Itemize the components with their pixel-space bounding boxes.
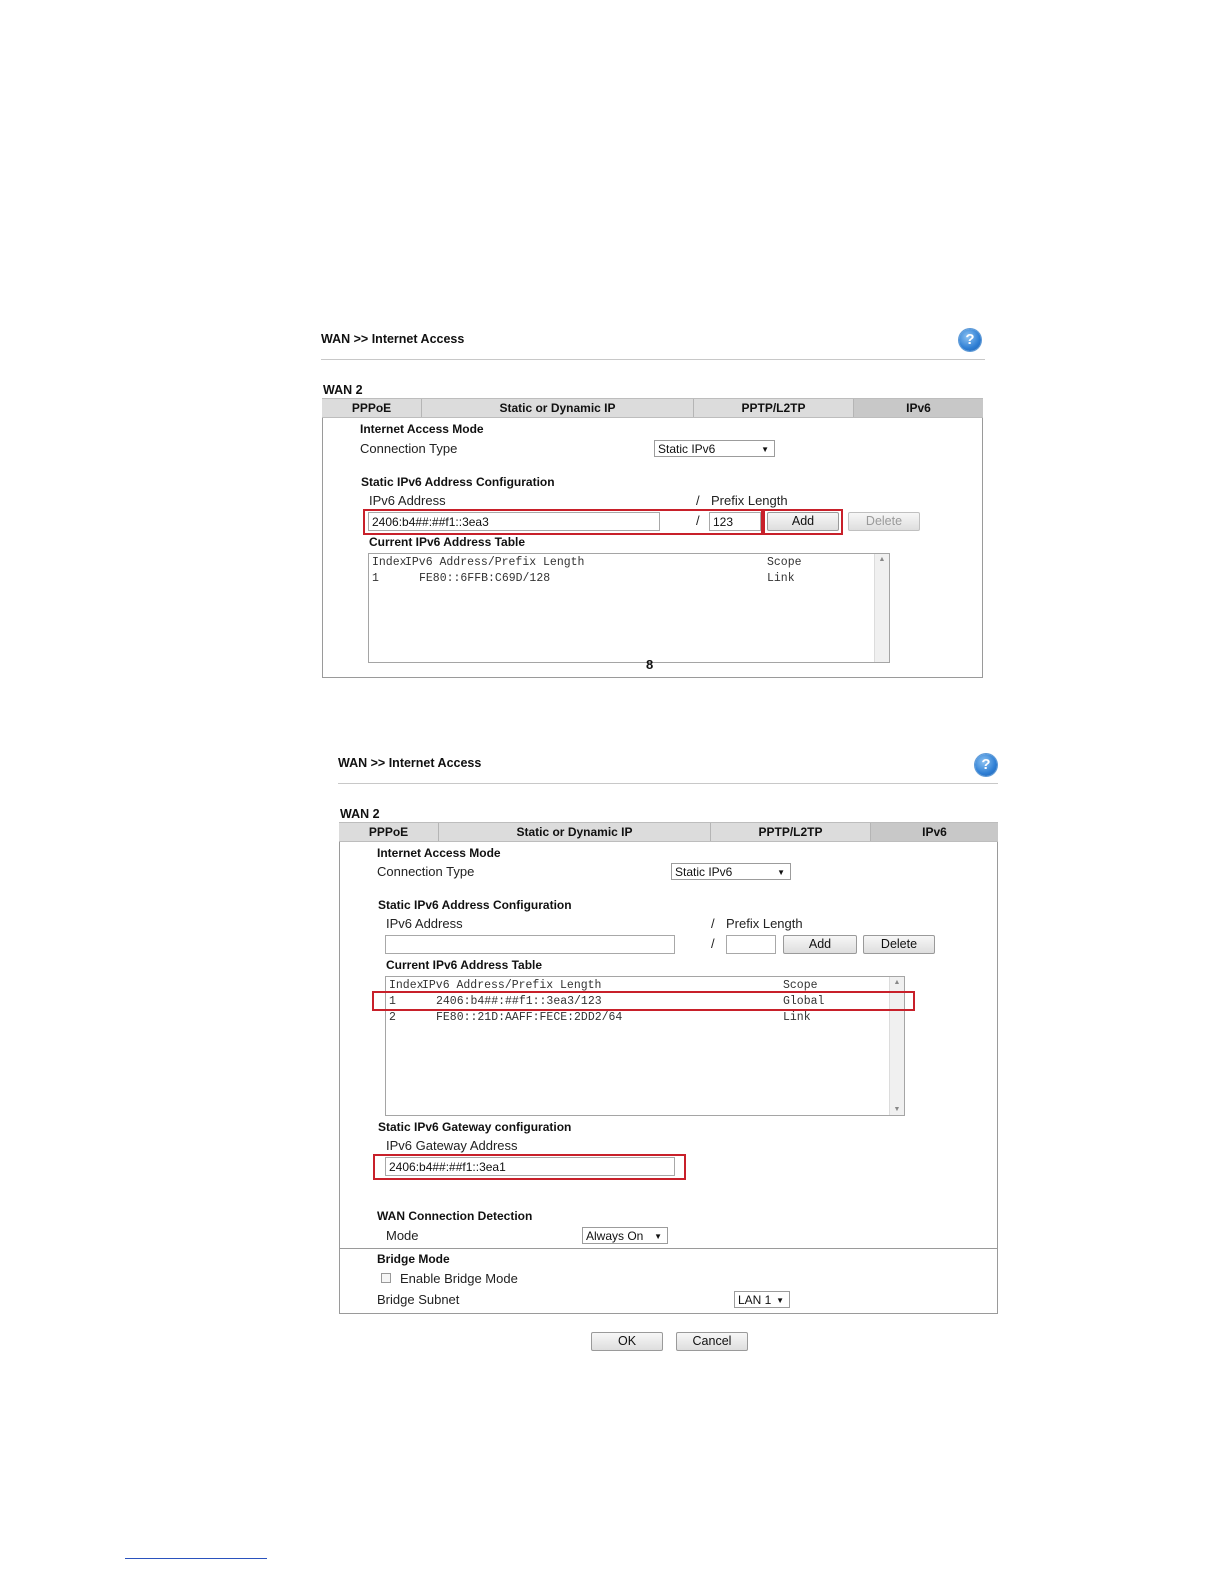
add-button[interactable]: Add <box>783 935 857 954</box>
highlight-global-row <box>372 991 915 1011</box>
cancel-button[interactable]: Cancel <box>676 1332 748 1351</box>
tab-bar <box>322 398 983 418</box>
mode-label: Mode <box>386 1228 419 1243</box>
table-header-scope: Scope <box>767 556 802 569</box>
highlight-add-button <box>763 509 843 535</box>
header-divider <box>321 359 985 360</box>
bridge-subnet-label: Bridge Subnet <box>377 1292 460 1307</box>
connection-type-select[interactable] <box>654 440 775 457</box>
gateway-config-title: Static IPv6 Gateway configuration <box>378 1120 572 1134</box>
slash-label-2: / <box>711 936 715 951</box>
add-button[interactable]: Add <box>767 512 839 531</box>
table-row-1-address: FE80::6FFB:C69D/128 <box>419 572 551 585</box>
delete-button[interactable]: Delete <box>848 512 920 531</box>
connection-type-label: Connection Type <box>360 441 458 456</box>
screenshot-2 <box>335 746 1007 1366</box>
highlight-gateway-input <box>373 1154 686 1180</box>
mode-value: Always On <box>586 1229 644 1243</box>
tab-pppoe[interactable]: PPPoE <box>339 823 439 841</box>
wan-label: WAN 2 <box>340 807 380 821</box>
prefix-length-label: Prefix Length <box>711 493 788 508</box>
table-header-address: IPv6 Address/Prefix Length <box>405 556 585 569</box>
highlight-ipv6-input <box>363 509 763 535</box>
tab-static-dynamic-ip[interactable]: Static or Dynamic IP <box>439 823 711 841</box>
page-number: 8 <box>646 657 654 672</box>
gateway-address-input[interactable]: 2406:b4##:##f1::3ea1 <box>385 1157 675 1176</box>
table-header-address: IPv6 Address/Prefix Length <box>422 979 602 992</box>
bridge-divider <box>339 1248 998 1249</box>
connection-type-label: Connection Type <box>377 864 475 879</box>
chevron-down-icon: ▼ <box>777 868 785 877</box>
scroll-up-icon[interactable]: ▲ <box>893 979 901 986</box>
chevron-down-icon: ▼ <box>654 1232 662 1241</box>
bridge-mode-title: Bridge Mode <box>377 1252 450 1266</box>
connection-type-value: Static IPv6 <box>675 865 733 879</box>
table-row-1-address: 2406:b4##:##f1::3ea3/123 <box>436 995 602 1008</box>
breadcrumb: WAN >> Internet Access <box>338 756 482 770</box>
table-header-index: Index <box>389 979 424 992</box>
screenshot-1 <box>318 322 990 652</box>
ipv6-address-label: IPv6 Address <box>386 916 463 931</box>
static-config-title: Static IPv6 Address Configuration <box>378 898 572 912</box>
wan-detection-title: WAN Connection Detection <box>377 1209 533 1223</box>
connection-type-value: Static IPv6 <box>658 442 716 456</box>
table-row-2-index: 2 <box>389 1011 396 1024</box>
header-divider <box>338 783 998 784</box>
table-row-1-scope: Global <box>783 995 825 1008</box>
internet-access-mode-title: Internet Access Mode <box>377 846 501 860</box>
scroll-up-icon[interactable]: ▲ <box>878 556 886 563</box>
chevron-down-icon: ▼ <box>776 1296 784 1305</box>
ok-button[interactable]: OK <box>591 1332 663 1351</box>
table-row-1-index: 1 <box>389 995 396 1008</box>
scroll-down-icon[interactable]: ▼ <box>893 1106 901 1113</box>
mode-select[interactable] <box>582 1227 668 1244</box>
bridge-subnet-select[interactable] <box>734 1291 790 1308</box>
address-table-title: Current IPv6 Address Table <box>369 535 526 549</box>
table-header-scope: Scope <box>783 979 818 992</box>
table-scrollbar[interactable] <box>874 554 889 662</box>
chevron-down-icon: ▼ <box>761 445 769 454</box>
bridge-subnet-value: LAN 1 <box>738 1293 772 1307</box>
tab-ipv6[interactable]: IPv6 <box>854 399 983 417</box>
delete-button[interactable]: Delete <box>863 935 935 954</box>
enable-bridge-checkbox[interactable] <box>381 1273 391 1283</box>
static-config-title: Static IPv6 Address Configuration <box>361 475 555 489</box>
footnote-rule <box>125 1558 267 1559</box>
ipv6-address-label: IPv6 Address <box>369 493 446 508</box>
table-row-1-index: 1 <box>372 572 379 585</box>
tab-pptp-l2tp[interactable]: PPTP/L2TP <box>711 823 871 841</box>
tab-ipv6[interactable]: IPv6 <box>871 823 998 841</box>
slash-label: / <box>711 916 715 931</box>
ipv6-address-input[interactable]: 2406:b4##:##f1::3ea3 <box>368 512 660 531</box>
help-icon[interactable]: ? <box>975 754 997 776</box>
tab-bar <box>339 822 998 842</box>
internet-access-mode-title: Internet Access Mode <box>360 422 484 436</box>
tab-pppoe[interactable]: PPPoE <box>322 399 422 417</box>
table-header-index: Index <box>372 556 407 569</box>
prefix-length-input[interactable] <box>726 935 776 954</box>
help-icon[interactable]: ? <box>959 329 981 351</box>
prefix-length-label: Prefix Length <box>726 916 803 931</box>
gateway-address-label: IPv6 Gateway Address <box>386 1138 518 1153</box>
table-row-2-scope: Link <box>783 1011 811 1024</box>
slash-label: / <box>696 493 700 508</box>
ipv6-address-input[interactable] <box>385 935 675 954</box>
breadcrumb: WAN >> Internet Access <box>321 332 465 346</box>
slash-label-2: / <box>696 513 700 528</box>
enable-bridge-label: Enable Bridge Mode <box>400 1271 518 1286</box>
address-table-title: Current IPv6 Address Table <box>386 958 543 972</box>
prefix-length-input[interactable]: 123 <box>709 512 761 531</box>
table-row-2-address: FE80::21D:AAFF:FECE:2DD2/64 <box>436 1011 623 1024</box>
wan-label: WAN 2 <box>323 383 363 397</box>
table-row-1-scope: Link <box>767 572 795 585</box>
tab-pptp-l2tp[interactable]: PPTP/L2TP <box>694 399 854 417</box>
address-table <box>368 553 890 672</box>
connection-type-select[interactable] <box>671 863 791 880</box>
tab-static-dynamic-ip[interactable]: Static or Dynamic IP <box>422 399 694 417</box>
